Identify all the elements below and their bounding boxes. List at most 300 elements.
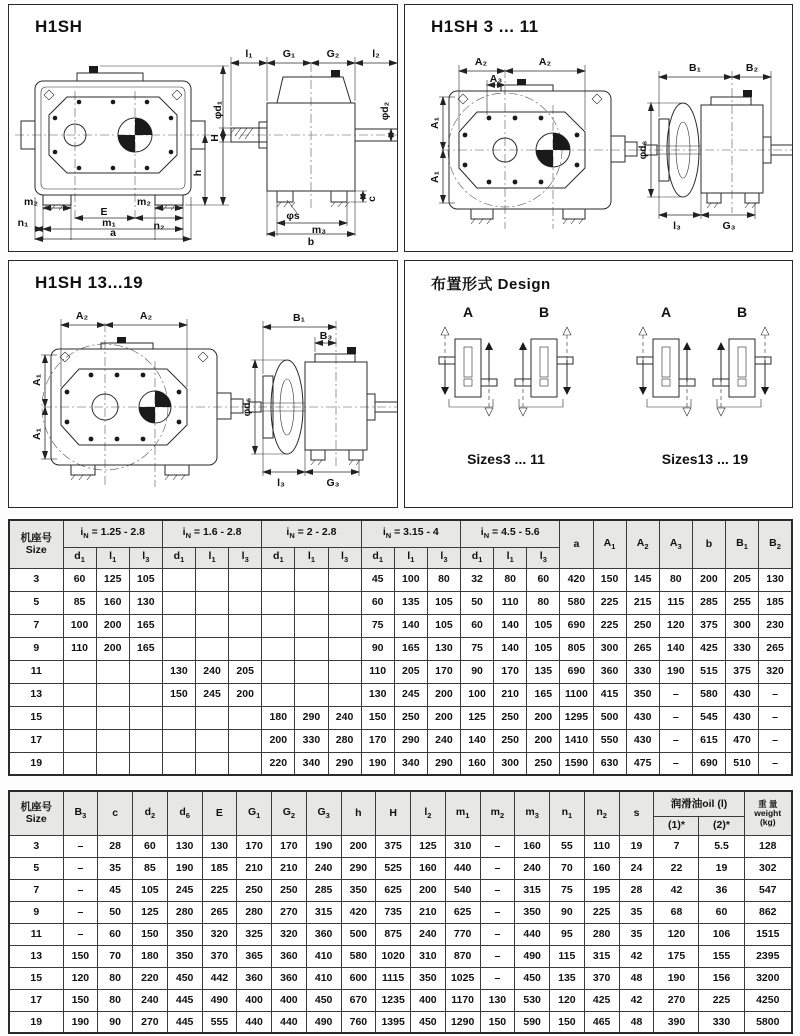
dimension-cell: 175	[654, 945, 699, 967]
dimension-cell: 265	[626, 637, 659, 660]
dimension-cell: 115	[659, 591, 692, 614]
dimension-cell: 445	[167, 1011, 202, 1033]
dim-label-l3: l₃	[277, 477, 285, 489]
dimension-cell: 130	[129, 591, 162, 614]
dimension-cell: 70	[98, 945, 133, 967]
dimension-cell: 770	[445, 923, 480, 945]
dimension-cell: 90	[550, 901, 585, 923]
dimension-cell: –	[759, 706, 792, 729]
dimension-cell: 330	[699, 1011, 744, 1033]
dimension-cell: 125	[461, 706, 494, 729]
dimension-cell: 50	[98, 901, 133, 923]
dimension-cell: 55	[550, 835, 585, 857]
dimension-cell: 75	[461, 637, 494, 660]
column-header: $l_1$	[295, 547, 328, 568]
dimension-cell	[328, 637, 361, 660]
dimension-cell: 60	[98, 923, 133, 945]
dimension-cell: 330	[726, 637, 759, 660]
dimension-cell: 110	[63, 637, 96, 660]
design-drawing	[405, 261, 792, 506]
front-dims	[429, 56, 585, 203]
dimension-cell: 500	[593, 706, 626, 729]
dimension-cell: 310	[411, 945, 446, 967]
dimension-cell: 290	[328, 752, 361, 775]
dimension-cell: 300	[726, 614, 759, 637]
dimension-cell: 22	[654, 857, 699, 879]
dimension-cell: 85	[63, 591, 96, 614]
dimension-cell: –	[480, 967, 515, 989]
dimension-cell: 225	[584, 901, 619, 923]
dimension-cell: 120	[654, 923, 699, 945]
dimension-cell: 255	[726, 591, 759, 614]
dimension-cell: 1295	[560, 706, 593, 729]
dimension-cell: 420	[560, 568, 593, 591]
dimension-cell: 450	[306, 989, 341, 1011]
dimension-cell: 165	[129, 637, 162, 660]
dimension-cell: 805	[560, 637, 593, 660]
dimension-cell: 220	[133, 967, 168, 989]
dim-label-s: φs	[286, 210, 300, 222]
dimension-cell: 265	[202, 901, 237, 923]
dimension-cell: 125	[96, 568, 129, 591]
dimension-cell: –	[659, 683, 692, 706]
dimension-cell: 1395	[376, 1011, 411, 1033]
column-header: $d_6$	[167, 791, 202, 835]
dimension-cell: –	[63, 901, 98, 923]
dimension-cell: 105	[427, 614, 460, 637]
dimension-cell: 350	[167, 923, 202, 945]
dimension-cell: 870	[445, 945, 480, 967]
dimension-cell	[196, 637, 229, 660]
dimension-cell: 100	[63, 614, 96, 637]
dimension-cell: 1290	[445, 1011, 480, 1033]
dimension-cell: 440	[445, 857, 480, 879]
dimension-cell	[129, 660, 162, 683]
dimension-cell: 330	[295, 729, 328, 752]
dimension-cell: 420	[341, 901, 376, 923]
row-size-label: 9	[9, 637, 63, 660]
dimension-cell: 465	[584, 1011, 619, 1033]
dimension-cell: 150	[162, 683, 195, 706]
dim-label-B1: B₁	[689, 62, 701, 74]
dimension-cell: 430	[726, 683, 759, 706]
dimension-cell: 150	[550, 1011, 585, 1033]
dimension-cell: 7	[654, 835, 699, 857]
dimension-cell: 190	[654, 967, 699, 989]
dimension-cell: 390	[654, 1011, 699, 1033]
dimension-cell: 250	[237, 879, 272, 901]
row-size-label: 3	[9, 835, 63, 857]
dimension-cell: 130	[202, 835, 237, 857]
dimension-cell: 110	[494, 591, 527, 614]
column-header: (2)*	[699, 816, 744, 835]
dimension-cell: 150	[361, 706, 394, 729]
h1sh-13-19-drawing	[9, 261, 397, 506]
dimension-cell: 290	[295, 706, 328, 729]
dimension-cell: 170	[237, 835, 272, 857]
dimension-cell: 300	[593, 637, 626, 660]
dim-label-G2: G₂	[326, 48, 340, 60]
panel-h1sh-13-19	[8, 260, 398, 508]
dim-label-A3: A₃	[489, 73, 503, 85]
dimension-cell	[229, 752, 262, 775]
column-header: $A_2$	[626, 520, 659, 568]
dim-label-d6: φd₆	[637, 140, 649, 160]
dimension-cell: –	[480, 901, 515, 923]
dimension-cell: 1590	[560, 752, 593, 775]
design-caption-large-sizes: Sizes13 ... 19	[661, 451, 749, 467]
design-badge-a: A	[462, 304, 474, 320]
panel-design	[404, 260, 793, 508]
dimension-cell: 5.5	[699, 835, 744, 857]
dim-label-A1: A₁	[429, 117, 441, 129]
column-header: $i_N = 1.25 - 2.8$	[63, 520, 162, 547]
column-header: $B_1$	[726, 520, 759, 568]
dim-label-h: h	[192, 169, 204, 177]
dimension-cell: 735	[376, 901, 411, 923]
dim-label-A1: A₁	[31, 374, 43, 386]
dimension-cell: 190	[167, 857, 202, 879]
dimension-cell: 475	[626, 752, 659, 775]
design-badge-b: B	[736, 304, 748, 320]
dimension-cell: 490	[202, 989, 237, 1011]
column-header: 机座号 Size	[9, 791, 63, 835]
dimension-cell: 2395	[744, 945, 792, 967]
row-size-label: 11	[9, 660, 63, 683]
dimension-cell: 225	[202, 879, 237, 901]
dimension-cell: 80	[494, 568, 527, 591]
dimension-cell: 350	[515, 901, 550, 923]
column-header: $i_N = 4.5 - 5.6$	[461, 520, 560, 547]
dimension-cell: 75	[550, 879, 585, 901]
row-size-label: 7	[9, 614, 63, 637]
dimension-cell: 75	[361, 614, 394, 637]
dimension-cell	[63, 706, 96, 729]
dimension-cell: 105	[527, 637, 560, 660]
row-size-label: 19	[9, 752, 63, 775]
dimension-cell: 265	[759, 637, 792, 660]
dimension-cell: 225	[593, 591, 626, 614]
dimension-cell: –	[759, 683, 792, 706]
dimension-cell	[229, 591, 262, 614]
dimension-cell: 90	[98, 1011, 133, 1033]
dimension-cell: 200	[96, 637, 129, 660]
row-size-label: 5	[9, 591, 63, 614]
dimension-cell	[229, 706, 262, 729]
dimension-cell: 115	[550, 945, 585, 967]
dimension-cell: 165	[129, 614, 162, 637]
dimension-cell: 370	[584, 967, 619, 989]
dimension-cell: 690	[560, 614, 593, 637]
dim-label-l3: l₃	[673, 220, 681, 232]
dimension-cell: 160	[411, 857, 446, 879]
dim-label-E: E	[100, 206, 108, 218]
dimension-cell: 410	[306, 945, 341, 967]
dimension-cell: 690	[560, 660, 593, 683]
dimension-cell: 150	[63, 945, 98, 967]
dimension-cell: 320	[759, 660, 792, 683]
dim-label-n1: n₁	[17, 217, 29, 229]
table-row	[9, 752, 792, 775]
dimension-cell: 1020	[376, 945, 411, 967]
dimension-cell: 95	[550, 923, 585, 945]
panel-h1sh-3-11	[404, 4, 793, 252]
column-header: $A_1$	[593, 520, 626, 568]
table-row	[9, 901, 792, 923]
dimension-cell	[229, 614, 262, 637]
column-header: $l_3$	[328, 547, 361, 568]
dimension-cell: 280	[328, 729, 361, 752]
dimension-cell: 440	[272, 1011, 307, 1033]
dimension-cell	[96, 752, 129, 775]
front-view	[441, 69, 641, 229]
dimension-cell: 350	[626, 683, 659, 706]
column-header: $B_3$	[63, 791, 98, 835]
dimension-cell: 360	[272, 945, 307, 967]
dimension-cell: 280	[167, 901, 202, 923]
front-view	[42, 323, 243, 487]
panel-title: H1SH	[35, 17, 83, 36]
dimension-cell: 210	[494, 683, 527, 706]
dimension-cell: 545	[692, 706, 725, 729]
column-header: $m_3$	[515, 791, 550, 835]
dimension-cell: 190	[63, 1011, 98, 1033]
panel-h1sh	[8, 4, 398, 252]
dim-label-G3: G₃	[722, 220, 736, 232]
dimension-cell	[262, 614, 295, 637]
dimension-cell: 250	[272, 879, 307, 901]
table-row	[9, 835, 792, 857]
dimension-cell: 230	[759, 614, 792, 637]
dimension-cell: 215	[626, 591, 659, 614]
dimension-cell: 120	[659, 614, 692, 637]
dimension-cell: 580	[692, 683, 725, 706]
dimension-cell	[295, 660, 328, 683]
dimension-cell: 80	[427, 568, 460, 591]
column-header: $d_1$	[63, 547, 96, 568]
dimension-cell	[328, 614, 361, 637]
dimensions-table-housing	[8, 790, 793, 1034]
dimension-cell: 165	[394, 637, 427, 660]
dimension-cell	[96, 729, 129, 752]
dimension-cell: 70	[550, 857, 585, 879]
dimension-cell: 190	[659, 660, 692, 683]
dimension-cell	[129, 683, 162, 706]
dimension-cell: 80	[98, 967, 133, 989]
dimension-cell: –	[63, 923, 98, 945]
dim-label-c: c	[366, 196, 378, 202]
row-size-label: 13	[9, 945, 63, 967]
dimension-cell: 105	[133, 879, 168, 901]
dimension-cell: 580	[560, 591, 593, 614]
dimension-cell: 540	[445, 879, 480, 901]
table-row	[9, 989, 792, 1011]
dimension-cell: 630	[593, 752, 626, 775]
dim-label-m1: m₁	[102, 217, 116, 229]
dimension-cell: –	[659, 706, 692, 729]
dimension-cell	[262, 683, 295, 706]
dimension-cell: 90	[461, 660, 494, 683]
dimension-cell: 250	[527, 752, 560, 775]
dimension-cell: 325	[237, 923, 272, 945]
dimension-cell: 80	[659, 568, 692, 591]
dimension-cell: 450	[411, 1011, 446, 1033]
dimension-cell: 225	[593, 614, 626, 637]
dimension-cell: 200	[96, 614, 129, 637]
dimension-cell: 100	[394, 568, 427, 591]
dimension-cell: 48	[619, 967, 654, 989]
dimension-cell: –	[759, 729, 792, 752]
dimension-cell: 875	[376, 923, 411, 945]
column-header: c	[98, 791, 133, 835]
dimension-cell: 440	[515, 923, 550, 945]
dimension-cell: 302	[744, 857, 792, 879]
dimension-cell: –	[759, 752, 792, 775]
column-header: $G_3$	[306, 791, 341, 835]
dimension-cell: –	[659, 752, 692, 775]
dimension-cell: –	[480, 879, 515, 901]
dimension-cell: 185	[202, 857, 237, 879]
dim-label-a: a	[110, 227, 116, 239]
dimension-cell: 245	[167, 879, 202, 901]
dimension-cell: 400	[237, 989, 272, 1011]
dimension-cell: 45	[361, 568, 394, 591]
dimension-cell: 36	[699, 879, 744, 901]
dimension-cell: –	[63, 857, 98, 879]
dim-label-G3: G₃	[326, 477, 340, 489]
dimension-cell: 375	[692, 614, 725, 637]
dim-label-m2: m₂	[23, 196, 39, 208]
dimension-cell	[229, 568, 262, 591]
dimension-cell: 160	[96, 591, 129, 614]
dimension-cell	[162, 591, 195, 614]
row-size-label: 15	[9, 706, 63, 729]
dimension-cell: 615	[692, 729, 725, 752]
column-header: $m_1$	[445, 791, 480, 835]
dimension-cell: 425	[584, 989, 619, 1011]
dimension-cell: 45	[98, 879, 133, 901]
dimension-cell: 290	[394, 729, 427, 752]
dimension-cell: 425	[692, 637, 725, 660]
dim-label-m3: m₃	[311, 224, 327, 236]
table-row	[9, 706, 792, 729]
dimension-cell	[129, 729, 162, 752]
dimension-cell: 410	[306, 967, 341, 989]
dimension-cell: 60	[461, 614, 494, 637]
dimension-cell: 150	[63, 989, 98, 1011]
dimension-cell: 200	[427, 683, 460, 706]
dimension-cell	[129, 752, 162, 775]
dimension-cell: 250	[494, 706, 527, 729]
column-header: $l_3$	[427, 547, 460, 568]
dimension-cell: 690	[692, 752, 725, 775]
dimension-cell: 370	[202, 945, 237, 967]
dimension-cell: 150	[133, 923, 168, 945]
dimension-cell: 470	[726, 729, 759, 752]
column-header: 重 量 weight (kg)	[744, 791, 792, 835]
dimension-cell	[162, 614, 195, 637]
dimension-cell	[196, 614, 229, 637]
dimension-cell: 290	[427, 752, 460, 775]
dimension-cell	[63, 729, 96, 752]
dimension-cell: 200	[527, 706, 560, 729]
column-header: $d_2$	[133, 791, 168, 835]
dimension-cell: 130	[759, 568, 792, 591]
dim-label-B1: B₁	[293, 312, 305, 324]
dimension-cell: 1115	[376, 967, 411, 989]
dimension-cell: 285	[692, 591, 725, 614]
h1sh-side-dims	[212, 48, 397, 248]
design-b-large	[713, 327, 771, 416]
dimension-cell: 290	[341, 857, 376, 879]
dimension-cell: –	[63, 835, 98, 857]
dimension-cell: 210	[411, 901, 446, 923]
dimension-cell: 156	[699, 967, 744, 989]
table-row	[9, 729, 792, 752]
dimension-cell	[162, 752, 195, 775]
dimension-cell	[196, 729, 229, 752]
dimension-cell: 190	[361, 752, 394, 775]
dimension-cell: 430	[726, 706, 759, 729]
column-header: $l_1$	[196, 547, 229, 568]
dimension-cell: 350	[167, 945, 202, 967]
dimension-cell: 160	[515, 835, 550, 857]
dimension-cell: 360	[306, 923, 341, 945]
dimension-cell: 180	[133, 945, 168, 967]
dimension-cell: 440	[237, 1011, 272, 1033]
dimension-cell: 625	[376, 879, 411, 901]
design-b-small	[515, 327, 573, 416]
dimension-cell: 270	[133, 1011, 168, 1033]
dimension-cell: –	[480, 857, 515, 879]
dim-label-H: H	[209, 134, 221, 142]
dimension-cell: 340	[295, 752, 328, 775]
dimension-cell: 105	[129, 568, 162, 591]
column-header: $l_1$	[394, 547, 427, 568]
dim-label-A2: A₂	[139, 310, 153, 322]
dimension-cell: 19	[699, 857, 744, 879]
column-header: $d_1$	[461, 547, 494, 568]
dimension-cell: 550	[593, 729, 626, 752]
column-header: $G_2$	[272, 791, 307, 835]
dimension-cell: 240	[411, 923, 446, 945]
dimension-cell	[96, 706, 129, 729]
dimension-cell: 590	[515, 1011, 550, 1033]
dimension-cell: 200	[229, 683, 262, 706]
dimension-cell: 280	[584, 923, 619, 945]
dimension-cell: 35	[619, 923, 654, 945]
dimension-cell: 1235	[376, 989, 411, 1011]
dimension-cell: 300	[494, 752, 527, 775]
dimension-cell: 670	[341, 989, 376, 1011]
dimension-cell: 315	[584, 945, 619, 967]
dimension-cell: –	[63, 879, 98, 901]
dimension-cell: 155	[699, 945, 744, 967]
dimension-cell: –	[659, 729, 692, 752]
dimension-cell: 125	[411, 835, 446, 857]
dimension-cell: 525	[376, 857, 411, 879]
dimension-cell: 200	[427, 706, 460, 729]
table-row	[9, 879, 792, 901]
dimension-cell: 200	[262, 729, 295, 752]
dimension-cell: 862	[744, 901, 792, 923]
dimension-cell: 580	[341, 945, 376, 967]
dimension-cell: 1100	[560, 683, 593, 706]
dimension-cell: 135	[550, 967, 585, 989]
dimension-cell	[295, 568, 328, 591]
dimension-cell	[196, 591, 229, 614]
dimension-cell: 105	[427, 591, 460, 614]
